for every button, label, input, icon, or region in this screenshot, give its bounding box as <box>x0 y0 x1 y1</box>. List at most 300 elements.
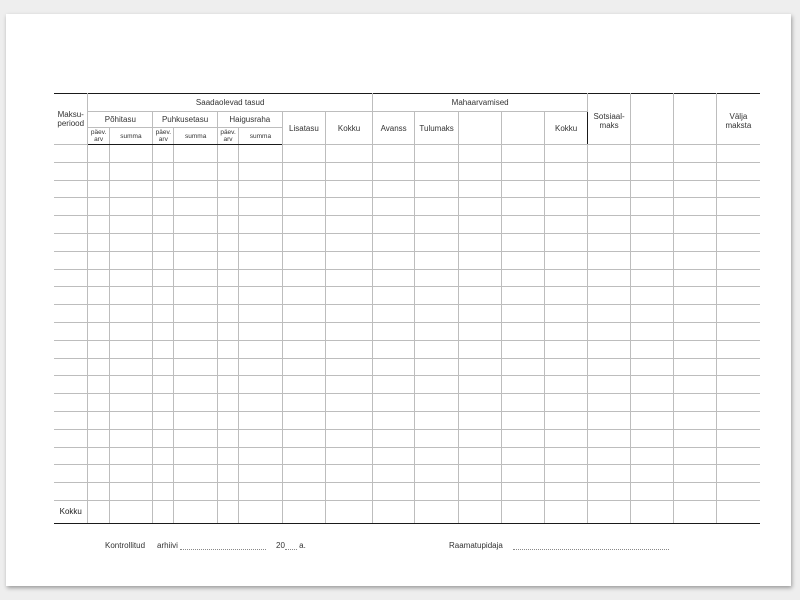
table-cell[interactable] <box>674 287 716 305</box>
table-cell[interactable] <box>153 287 174 305</box>
table-cell[interactable] <box>239 305 283 323</box>
table-cell[interactable] <box>372 340 414 358</box>
table-cell[interactable] <box>674 322 716 340</box>
table-cell[interactable] <box>415 145 459 163</box>
table-cell[interactable] <box>544 340 588 358</box>
table-cell[interactable] <box>326 145 373 163</box>
table-cell[interactable] <box>153 411 174 429</box>
table-cell[interactable] <box>716 180 760 198</box>
table-cell[interactable] <box>458 162 502 180</box>
table-cell[interactable] <box>674 145 716 163</box>
table-cell[interactable] <box>630 233 674 251</box>
table-cell[interactable] <box>326 465 373 483</box>
table-cell[interactable] <box>174 465 218 483</box>
table-cell[interactable] <box>458 251 502 269</box>
table-cell[interactable] <box>174 216 218 234</box>
table-cell[interactable] <box>415 198 459 216</box>
total-cell[interactable] <box>109 500 153 523</box>
table-cell[interactable] <box>502 180 544 198</box>
table-cell[interactable] <box>326 251 373 269</box>
table-cell[interactable] <box>282 145 326 163</box>
table-cell[interactable] <box>716 358 760 376</box>
table-cell[interactable] <box>415 394 459 412</box>
total-cell[interactable] <box>372 500 414 523</box>
table-cell[interactable] <box>153 251 174 269</box>
total-cell[interactable] <box>239 500 283 523</box>
period-cell[interactable] <box>54 269 88 287</box>
table-cell[interactable] <box>153 376 174 394</box>
table-cell[interactable] <box>88 322 109 340</box>
table-cell[interactable] <box>588 483 630 501</box>
table-cell[interactable] <box>372 180 414 198</box>
table-cell[interactable] <box>630 198 674 216</box>
table-cell[interactable] <box>153 269 174 287</box>
table-cell[interactable] <box>716 233 760 251</box>
table-cell[interactable] <box>217 447 238 465</box>
table-cell[interactable] <box>588 233 630 251</box>
total-cell[interactable] <box>674 500 716 523</box>
table-cell[interactable] <box>544 447 588 465</box>
table-cell[interactable] <box>153 145 174 163</box>
table-cell[interactable] <box>282 358 326 376</box>
table-cell[interactable] <box>716 376 760 394</box>
table-cell[interactable] <box>109 287 153 305</box>
table-cell[interactable] <box>153 322 174 340</box>
table-cell[interactable] <box>88 394 109 412</box>
table-cell[interactable] <box>239 411 283 429</box>
table-cell[interactable] <box>588 322 630 340</box>
table-cell[interactable] <box>372 251 414 269</box>
table-cell[interactable] <box>544 162 588 180</box>
table-cell[interactable] <box>239 340 283 358</box>
table-cell[interactable] <box>458 429 502 447</box>
table-cell[interactable] <box>372 447 414 465</box>
table-cell[interactable] <box>588 145 630 163</box>
table-cell[interactable] <box>630 162 674 180</box>
table-cell[interactable] <box>282 251 326 269</box>
total-cell[interactable] <box>716 500 760 523</box>
table-cell[interactable] <box>502 394 544 412</box>
table-cell[interactable] <box>588 394 630 412</box>
table-cell[interactable] <box>458 287 502 305</box>
period-cell[interactable] <box>54 429 88 447</box>
table-cell[interactable] <box>716 411 760 429</box>
total-cell[interactable] <box>415 500 459 523</box>
table-cell[interactable] <box>716 429 760 447</box>
table-cell[interactable] <box>630 376 674 394</box>
table-cell[interactable] <box>217 251 238 269</box>
table-cell[interactable] <box>544 429 588 447</box>
period-cell[interactable] <box>54 251 88 269</box>
table-cell[interactable] <box>239 322 283 340</box>
table-cell[interactable] <box>217 269 238 287</box>
table-cell[interactable] <box>109 145 153 163</box>
table-cell[interactable] <box>174 358 218 376</box>
table-cell[interactable] <box>544 411 588 429</box>
table-cell[interactable] <box>544 198 588 216</box>
table-cell[interactable] <box>502 216 544 234</box>
table-cell[interactable] <box>239 233 283 251</box>
table-cell[interactable] <box>502 447 544 465</box>
table-cell[interactable] <box>674 358 716 376</box>
table-cell[interactable] <box>674 465 716 483</box>
table-cell[interactable] <box>217 358 238 376</box>
total-cell[interactable] <box>174 500 218 523</box>
table-cell[interactable] <box>326 198 373 216</box>
table-cell[interactable] <box>109 411 153 429</box>
table-cell[interactable] <box>109 269 153 287</box>
table-cell[interactable] <box>630 394 674 412</box>
table-cell[interactable] <box>153 483 174 501</box>
table-cell[interactable] <box>153 429 174 447</box>
table-cell[interactable] <box>326 269 373 287</box>
total-cell[interactable] <box>326 500 373 523</box>
table-cell[interactable] <box>458 305 502 323</box>
table-cell[interactable] <box>217 305 238 323</box>
table-cell[interactable] <box>217 411 238 429</box>
table-cell[interactable] <box>502 269 544 287</box>
table-cell[interactable] <box>109 376 153 394</box>
table-cell[interactable] <box>174 287 218 305</box>
table-cell[interactable] <box>282 269 326 287</box>
table-cell[interactable] <box>458 376 502 394</box>
table-cell[interactable] <box>630 251 674 269</box>
table-cell[interactable] <box>544 376 588 394</box>
table-cell[interactable] <box>674 429 716 447</box>
table-cell[interactable] <box>153 216 174 234</box>
table-cell[interactable] <box>239 162 283 180</box>
table-cell[interactable] <box>502 233 544 251</box>
table-cell[interactable] <box>217 198 238 216</box>
table-cell[interactable] <box>239 145 283 163</box>
table-cell[interactable] <box>282 162 326 180</box>
table-cell[interactable] <box>544 305 588 323</box>
table-cell[interactable] <box>502 340 544 358</box>
table-cell[interactable] <box>174 305 218 323</box>
table-cell[interactable] <box>109 198 153 216</box>
table-cell[interactable] <box>458 180 502 198</box>
table-cell[interactable] <box>174 429 218 447</box>
table-cell[interactable] <box>109 162 153 180</box>
table-cell[interactable] <box>153 233 174 251</box>
table-cell[interactable] <box>174 394 218 412</box>
table-cell[interactable] <box>109 180 153 198</box>
table-cell[interactable] <box>217 162 238 180</box>
table-cell[interactable] <box>217 340 238 358</box>
table-cell[interactable] <box>630 145 674 163</box>
table-cell[interactable] <box>630 180 674 198</box>
table-cell[interactable] <box>326 322 373 340</box>
table-cell[interactable] <box>716 198 760 216</box>
table-cell[interactable] <box>372 287 414 305</box>
table-cell[interactable] <box>674 447 716 465</box>
table-cell[interactable] <box>458 358 502 376</box>
table-cell[interactable] <box>415 233 459 251</box>
table-cell[interactable] <box>372 322 414 340</box>
table-cell[interactable] <box>282 198 326 216</box>
table-cell[interactable] <box>458 465 502 483</box>
table-cell[interactable] <box>372 269 414 287</box>
table-cell[interactable] <box>239 376 283 394</box>
table-cell[interactable] <box>109 305 153 323</box>
table-cell[interactable] <box>217 322 238 340</box>
table-cell[interactable] <box>415 216 459 234</box>
table-cell[interactable] <box>326 483 373 501</box>
table-cell[interactable] <box>588 411 630 429</box>
table-cell[interactable] <box>109 233 153 251</box>
table-cell[interactable] <box>502 198 544 216</box>
table-cell[interactable] <box>88 447 109 465</box>
table-cell[interactable] <box>630 340 674 358</box>
table-cell[interactable] <box>716 216 760 234</box>
total-cell[interactable] <box>458 500 502 523</box>
table-cell[interactable] <box>458 216 502 234</box>
table-cell[interactable] <box>174 145 218 163</box>
table-cell[interactable] <box>716 322 760 340</box>
table-cell[interactable] <box>88 287 109 305</box>
table-cell[interactable] <box>372 394 414 412</box>
table-cell[interactable] <box>458 269 502 287</box>
table-cell[interactable] <box>326 233 373 251</box>
table-cell[interactable] <box>217 483 238 501</box>
table-cell[interactable] <box>239 198 283 216</box>
table-cell[interactable] <box>372 411 414 429</box>
table-cell[interactable] <box>174 233 218 251</box>
table-cell[interactable] <box>674 411 716 429</box>
table-cell[interactable] <box>630 269 674 287</box>
table-cell[interactable] <box>588 180 630 198</box>
table-cell[interactable] <box>716 251 760 269</box>
table-cell[interactable] <box>716 162 760 180</box>
period-cell[interactable] <box>54 447 88 465</box>
table-cell[interactable] <box>415 465 459 483</box>
table-cell[interactable] <box>502 429 544 447</box>
table-cell[interactable] <box>415 322 459 340</box>
table-cell[interactable] <box>588 162 630 180</box>
table-cell[interactable] <box>88 233 109 251</box>
table-cell[interactable] <box>88 465 109 483</box>
table-cell[interactable] <box>372 198 414 216</box>
table-cell[interactable] <box>239 465 283 483</box>
period-cell[interactable] <box>54 162 88 180</box>
table-cell[interactable] <box>326 429 373 447</box>
table-cell[interactable] <box>716 287 760 305</box>
table-cell[interactable] <box>88 216 109 234</box>
table-cell[interactable] <box>88 162 109 180</box>
table-cell[interactable] <box>372 465 414 483</box>
table-cell[interactable] <box>326 305 373 323</box>
table-cell[interactable] <box>502 465 544 483</box>
table-cell[interactable] <box>458 411 502 429</box>
table-cell[interactable] <box>88 376 109 394</box>
table-cell[interactable] <box>239 269 283 287</box>
table-cell[interactable] <box>588 358 630 376</box>
table-cell[interactable] <box>502 162 544 180</box>
period-cell[interactable] <box>54 394 88 412</box>
table-cell[interactable] <box>674 198 716 216</box>
table-cell[interactable] <box>282 322 326 340</box>
table-cell[interactable] <box>326 162 373 180</box>
table-cell[interactable] <box>458 340 502 358</box>
period-cell[interactable] <box>54 465 88 483</box>
table-cell[interactable] <box>502 145 544 163</box>
total-cell[interactable] <box>153 500 174 523</box>
table-cell[interactable] <box>630 287 674 305</box>
table-cell[interactable] <box>630 322 674 340</box>
table-cell[interactable] <box>217 429 238 447</box>
table-cell[interactable] <box>109 429 153 447</box>
table-cell[interactable] <box>458 198 502 216</box>
table-cell[interactable] <box>217 394 238 412</box>
table-cell[interactable] <box>674 340 716 358</box>
period-cell[interactable] <box>54 376 88 394</box>
period-cell[interactable] <box>54 340 88 358</box>
table-cell[interactable] <box>544 483 588 501</box>
table-cell[interactable] <box>239 287 283 305</box>
period-cell[interactable] <box>54 216 88 234</box>
table-cell[interactable] <box>282 429 326 447</box>
table-cell[interactable] <box>174 483 218 501</box>
table-cell[interactable] <box>588 305 630 323</box>
table-cell[interactable] <box>716 465 760 483</box>
table-cell[interactable] <box>674 483 716 501</box>
table-cell[interactable] <box>544 216 588 234</box>
table-cell[interactable] <box>109 216 153 234</box>
table-cell[interactable] <box>174 376 218 394</box>
table-cell[interactable] <box>282 465 326 483</box>
table-cell[interactable] <box>458 483 502 501</box>
table-cell[interactable] <box>372 162 414 180</box>
table-cell[interactable] <box>88 180 109 198</box>
table-cell[interactable] <box>239 251 283 269</box>
table-cell[interactable] <box>88 429 109 447</box>
table-cell[interactable] <box>415 305 459 323</box>
table-cell[interactable] <box>502 322 544 340</box>
table-cell[interactable] <box>716 447 760 465</box>
period-cell[interactable] <box>54 322 88 340</box>
table-cell[interactable] <box>544 322 588 340</box>
table-cell[interactable] <box>588 429 630 447</box>
table-cell[interactable] <box>544 145 588 163</box>
table-cell[interactable] <box>372 216 414 234</box>
table-cell[interactable] <box>153 447 174 465</box>
table-cell[interactable] <box>674 269 716 287</box>
total-cell[interactable] <box>502 500 544 523</box>
table-cell[interactable] <box>588 465 630 483</box>
table-cell[interactable] <box>716 483 760 501</box>
table-cell[interactable] <box>217 216 238 234</box>
table-cell[interactable] <box>630 411 674 429</box>
table-cell[interactable] <box>174 322 218 340</box>
table-cell[interactable] <box>415 447 459 465</box>
table-cell[interactable] <box>239 180 283 198</box>
table-cell[interactable] <box>326 411 373 429</box>
accountant-line[interactable] <box>513 541 669 550</box>
table-cell[interactable] <box>282 394 326 412</box>
total-cell[interactable] <box>544 500 588 523</box>
table-cell[interactable] <box>372 233 414 251</box>
table-cell[interactable] <box>217 376 238 394</box>
table-cell[interactable] <box>326 394 373 412</box>
period-cell[interactable] <box>54 358 88 376</box>
table-cell[interactable] <box>502 251 544 269</box>
table-cell[interactable] <box>630 483 674 501</box>
table-cell[interactable] <box>109 394 153 412</box>
table-cell[interactable] <box>282 180 326 198</box>
table-cell[interactable] <box>458 394 502 412</box>
table-cell[interactable] <box>716 145 760 163</box>
table-cell[interactable] <box>88 269 109 287</box>
table-cell[interactable] <box>282 287 326 305</box>
table-cell[interactable] <box>544 233 588 251</box>
table-cell[interactable] <box>588 376 630 394</box>
period-cell[interactable] <box>54 233 88 251</box>
year-line[interactable] <box>285 541 297 550</box>
table-cell[interactable] <box>88 305 109 323</box>
total-cell[interactable] <box>282 500 326 523</box>
table-cell[interactable] <box>544 287 588 305</box>
table-cell[interactable] <box>415 429 459 447</box>
table-cell[interactable] <box>674 376 716 394</box>
table-cell[interactable] <box>282 483 326 501</box>
table-cell[interactable] <box>674 180 716 198</box>
table-cell[interactable] <box>458 233 502 251</box>
table-cell[interactable] <box>174 162 218 180</box>
table-cell[interactable] <box>630 216 674 234</box>
table-cell[interactable] <box>282 411 326 429</box>
period-cell[interactable] <box>54 483 88 501</box>
table-cell[interactable] <box>326 216 373 234</box>
table-cell[interactable] <box>674 233 716 251</box>
table-cell[interactable] <box>544 358 588 376</box>
table-cell[interactable] <box>282 305 326 323</box>
table-cell[interactable] <box>588 447 630 465</box>
table-cell[interactable] <box>88 198 109 216</box>
table-cell[interactable] <box>217 287 238 305</box>
table-cell[interactable] <box>153 162 174 180</box>
table-cell[interactable] <box>372 429 414 447</box>
table-cell[interactable] <box>109 358 153 376</box>
table-cell[interactable] <box>415 358 459 376</box>
table-cell[interactable] <box>109 447 153 465</box>
table-cell[interactable] <box>174 269 218 287</box>
table-cell[interactable] <box>415 340 459 358</box>
table-cell[interactable] <box>217 180 238 198</box>
table-cell[interactable] <box>109 483 153 501</box>
table-cell[interactable] <box>153 340 174 358</box>
table-cell[interactable] <box>415 162 459 180</box>
period-cell[interactable] <box>54 305 88 323</box>
table-cell[interactable] <box>326 447 373 465</box>
table-cell[interactable] <box>109 465 153 483</box>
period-cell[interactable] <box>54 411 88 429</box>
table-cell[interactable] <box>674 162 716 180</box>
table-cell[interactable] <box>630 305 674 323</box>
table-cell[interactable] <box>88 251 109 269</box>
table-cell[interactable] <box>502 305 544 323</box>
table-cell[interactable] <box>588 287 630 305</box>
table-cell[interactable] <box>630 447 674 465</box>
table-cell[interactable] <box>282 216 326 234</box>
table-cell[interactable] <box>716 340 760 358</box>
table-cell[interactable] <box>415 376 459 394</box>
table-cell[interactable] <box>88 145 109 163</box>
table-cell[interactable] <box>415 251 459 269</box>
table-cell[interactable] <box>502 358 544 376</box>
table-cell[interactable] <box>630 429 674 447</box>
table-cell[interactable] <box>674 305 716 323</box>
total-cell[interactable] <box>630 500 674 523</box>
